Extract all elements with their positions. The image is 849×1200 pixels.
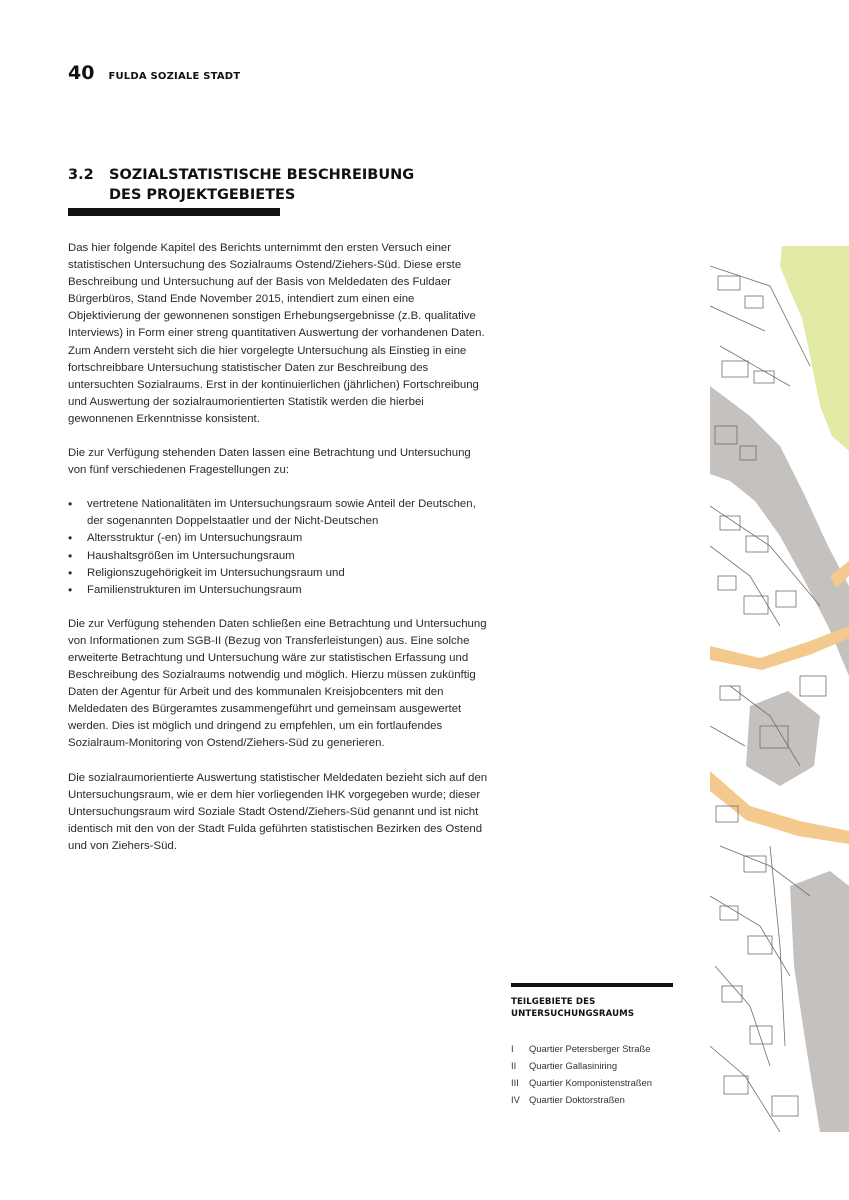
sidebar-rule — [511, 983, 673, 987]
sidebar-title — [511, 997, 673, 1020]
legend-label: Quartier Petersberger Straße — [529, 1043, 651, 1054]
legend-number: II — [511, 1060, 517, 1071]
running-title: FULDA SOZIALE STADT — [108, 71, 241, 82]
study-area-map — [710, 246, 849, 1132]
list-item: • Religionszugehörigkeit im Untersuchungsraum und — [68, 565, 490, 582]
section-underline — [68, 208, 280, 216]
legend-item — [511, 1057, 673, 1074]
legend-label: Quartier Doktorstraßen — [529, 1094, 625, 1105]
running-header — [68, 62, 240, 84]
section-title: SOZIALSTATISTISCHE BESCHREIBUNG DES PROJEKTGEBIETES — [109, 167, 415, 203]
legend-label: Quartier Komponistenstraßen — [529, 1077, 652, 1088]
list-item: • Haushaltsgrößen im Untersuchungsraum — [68, 548, 490, 565]
bullet-list — [68, 496, 490, 599]
paragraph: Die zur Verfügung stehenden Daten lassen eine Betrachtung und Untersuchung von fünf verschiedenen Fragestellungen zu: — [68, 447, 471, 477]
list-item: • Altersstruktur (-en) im Untersuchungsraum — [68, 530, 490, 547]
legend-label: Quartier Gallasiniring — [529, 1060, 618, 1071]
section-number: 3.2 — [68, 167, 94, 183]
list-item: • Familienstrukturen im Untersuchungsraum — [68, 582, 490, 599]
body-text — [68, 240, 490, 872]
legend-number: IV — [511, 1094, 520, 1105]
legend-item — [511, 1074, 673, 1091]
sidebar-title-line: TEILGEBIETE DES — [511, 997, 596, 1007]
legend-item — [511, 1040, 673, 1057]
page-number: 40 — [68, 62, 95, 84]
paragraph: Das hier folgende Kapitel des Berichts unternimmt den ersten Versuch einer statistischen Untersuchung des Sozialraums Ostend/Ziehers-Süd. Diese erste Beschreibung und Untersuchung auf der Basis von Meldedaten des Fuldaer Bürgerbüros, Stand Ende November 2015, intendiert zum einen eine Objektivierung der gewonnenen sonstigen Erhebungsergebnisse (z.B. qualitative Interviews) in Form einer streng quantitativen Auswertung der vorhandenen Daten. Zum Andern versteht sich die hier vorgelegte Untersuchung als Einstieg in eine fortschreibbare Untersuchung statistischer Daten zur Beschreibung des untersuchten Sozialraums. Erst in der kontinuierlichen (jährlichen) Fortschreibung und Auswertung der sozialraumorientierten Statistik werden die hierbei gewonnenen Erkenntnisse konsistent. — [68, 242, 485, 425]
sidebar-legend — [511, 983, 673, 1108]
legend-number: I — [511, 1043, 514, 1054]
paragraph: Die zur Verfügung stehenden Daten schließen eine Betrachtung und Untersuchung von Informationen zum SGB-II (Bezug von Transferleistungen) aus. Eine solche erweiterte Betrachtung und Untersuchung wäre zur statistischen Erfassung und Beschreibung des Sozialraums notwendig und möglich. Hierzu müssen zukünftig Daten der Agentur für Arbeit und des kommunalen Kreisjobcenters mit den Meldedaten des Bürgeramtes zusammengeführt und gemeinsam ausgewertet werden. Dies ist möglich und dringend zu empfehlen, um ein fortlaufendes Sozialraum-Monitoring von Ostend/Ziehers-Süd zu generieren. — [68, 617, 487, 750]
legend-item — [511, 1091, 673, 1108]
paragraph: Die sozialraumorientierte Auswertung statistischer Meldedaten bezieht sich auf den Untersuchungsraum, wie er dem hier vorliegenden IHK vorgegeben wurde; dieser Untersuchungsraum wird Soziale Stadt Ostend/Ziehers-Süd genannt und ist nicht identisch mit den von der Stadt Fulda geführten statistischen Bezirken des Ostend und von Ziehers-Süd. — [68, 771, 488, 852]
legend-number: III — [511, 1077, 519, 1088]
list-item: • vertretene Nationalitäten im Untersuchungsraum sowie Anteil der Deutschen, der sogenannten Doppelstaatler und der Nicht-Deutschen — [68, 496, 490, 530]
sidebar-title-line: UNTERSUCHUNGSRAUMS — [511, 1008, 635, 1019]
section-heading — [68, 165, 439, 205]
